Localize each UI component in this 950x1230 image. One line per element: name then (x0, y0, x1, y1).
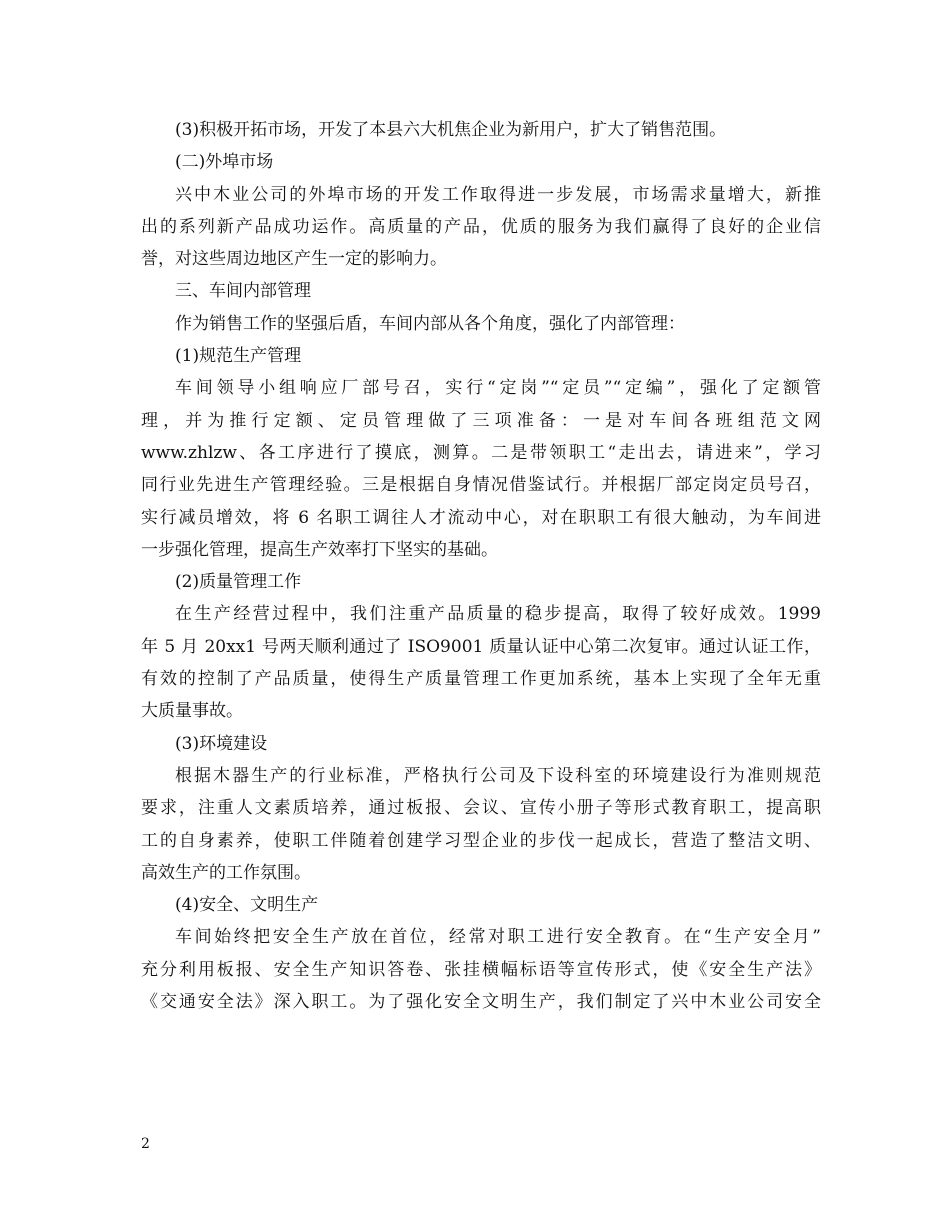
subsection-heading: (3)环境建设 (175, 733, 268, 754)
text-line: 大质量事故。 (141, 701, 243, 722)
document-body (141, 114, 821, 1018)
subsection-heading: (4)安全、文明生产 (175, 895, 319, 916)
text-line: 车间领导小组响应厂部号召，实行“定岗”“定员”“定编”，强化了定额管 (175, 378, 821, 399)
text-line: 年 5 月 20xx1 号两天顺利通过了 ISO9001 质量认证中心第二次复审。通过认证工作， (141, 636, 821, 657)
text-line: 理，并为推行定额、定员管理做了三项准备：一是对车间各班组范文网 (141, 410, 821, 431)
text-line: 车间始终把安全生产放在首位，经常对职工进行安全教育。在“生产安全月” (175, 927, 821, 948)
section-heading: 三、车间内部管理 (175, 281, 311, 302)
subsection-heading: (2)质量管理工作 (175, 572, 302, 593)
section-heading: (二)外埠市场 (175, 152, 274, 173)
text-line: (3)积极开拓市场，开发了本县六大机焦企业为新用户，扩大了销售范围。 (175, 120, 727, 140)
text-line: 工的自身素养，使职工伴随着创建学习型企业的步伐一起成长，营造了整洁文明、 (141, 830, 821, 851)
subsection-heading: (1)规范生产管理 (175, 346, 302, 367)
text-line: 实行减员增效，将 6 名职工调往人才流动中心，对在职职工有很大触动，为车间进 (141, 507, 821, 528)
text-line: 有效的控制了产品质量，使得生产质量管理工作更加系统，基本上实现了全年无重 (141, 669, 821, 690)
text-line: 充分利用板报、安全生产知识答卷、张挂横幅标语等宣传形式，使《安全生产法》 (141, 959, 821, 980)
text-line: 作为销售工作的坚强后盾，车间内部从各个角度，强化了内部管理： (175, 313, 685, 334)
text-line: 兴中木业公司的外埠市场的开发工作取得进一步发展，市场需求量增大，新推 (175, 184, 821, 205)
text-line: 要求，注重人文素质培养，通过板报、会议、宣传小册子等形式教育职工，提高职 (141, 798, 821, 819)
text-line: 根据木器生产的行业标准，严格执行公司及下设科室的环境建设行为准则规范 (175, 765, 821, 786)
page-number: 2 (141, 1136, 150, 1152)
text-line: 在生产经营过程中，我们注重产品质量的稳步提高，取得了较好成效。1999 (175, 604, 821, 625)
text-line: 一步强化管理，提高生产效率打下坚实的基础。 (141, 539, 498, 560)
text-line: 高效生产的工作氛围。 (141, 862, 311, 883)
text-line: 同行业先进生产管理经验。三是根据自身情况借鉴试行。并根据厂部定岗定员号召， (141, 475, 821, 496)
text-line: 出的系列新产品成功运作。高质量的产品，优质的服务为我们赢得了良好的企业信 (141, 216, 821, 237)
text-line: www.zhlzw、各工序进行了摸底，测算。二是带领职工“走出去，请进来”，学习 (141, 442, 821, 463)
text-line: 誉，对这些周边地区产生一定的影响力。 (141, 249, 447, 270)
text-line: 《交通安全法》深入职工。为了强化安全文明生产，我们制定了兴中木业公司安全 (141, 992, 821, 1013)
